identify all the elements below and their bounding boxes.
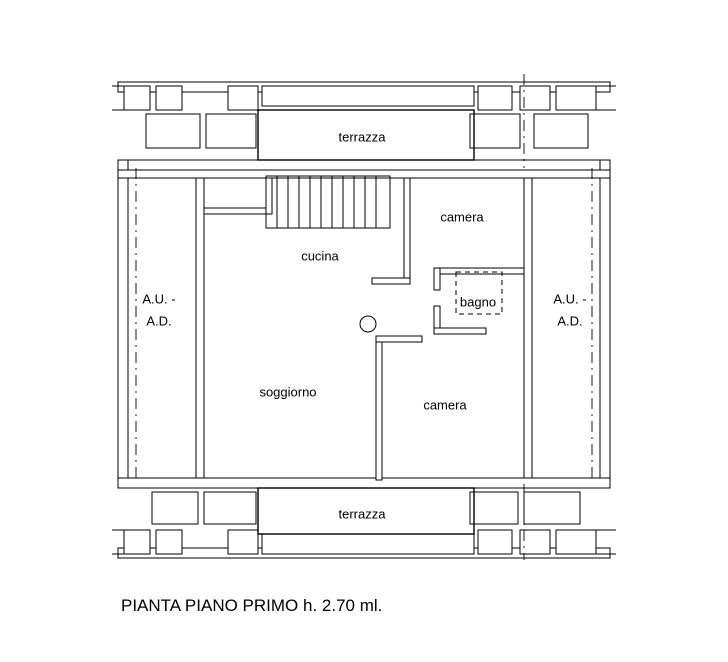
room-label-aua-right-1: A.U. - xyxy=(553,291,587,307)
drawing-caption: PIANTA PIANO PRIMO h. 2.70 ml. xyxy=(121,596,383,615)
staircase-treads xyxy=(277,176,376,228)
room-label-camera-bottom: camera xyxy=(423,397,467,413)
room-label-cucina: cucina xyxy=(301,248,339,264)
room-label-soggiorno: soggiorno xyxy=(259,384,317,400)
room-label-camera-top: camera xyxy=(440,209,484,225)
room-label-aua-left-2: A.D. xyxy=(146,313,172,329)
room-label-terrazza-top: terrazza xyxy=(338,129,386,145)
room-label-aua-right-2: A.D. xyxy=(557,313,583,329)
room-label-bagno: bagno xyxy=(459,294,497,310)
room-label-terrazza-bottom: terrazza xyxy=(338,506,386,522)
room-label-aua-left-1: A.U. - xyxy=(142,291,176,307)
